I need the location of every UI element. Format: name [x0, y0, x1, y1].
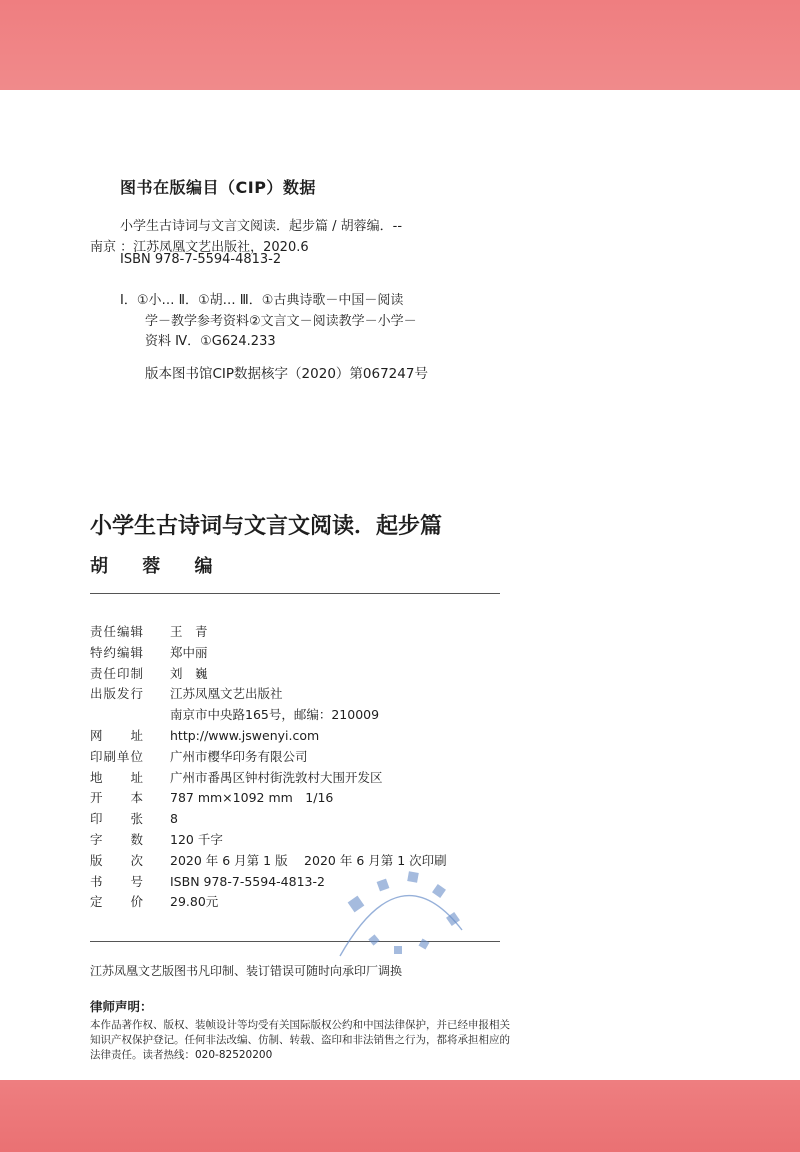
publisher-name: 江苏凤凰文艺出版社	[170, 686, 283, 702]
info-label: 版 次	[90, 852, 145, 868]
info-row	[90, 851, 520, 872]
info-label: 定 价	[90, 894, 145, 910]
info-label: 特约编辑	[90, 644, 145, 660]
info-label: 字 数	[90, 831, 145, 847]
info-label: 开 本	[90, 790, 145, 806]
info-row	[90, 664, 520, 685]
info-value: 787 mm×1092 mm 1/16	[170, 790, 334, 806]
cip-line-3: ISBN 978-7-5594-4813-2	[120, 252, 282, 267]
info-label: 书 号	[90, 873, 145, 889]
info-row	[90, 747, 520, 768]
lawyer-statement-heading: 律师声明：	[90, 999, 153, 1014]
book-editor: 胡 蓉 编	[90, 556, 227, 577]
info-row	[90, 872, 520, 893]
info-label: 地 址	[90, 769, 145, 785]
info-value: 广州市樱华印务有限公司	[170, 748, 308, 764]
info-value: ISBN 978-7-5594-4813-2	[170, 873, 325, 889]
bottom-color-band	[0, 1080, 800, 1152]
info-row	[90, 830, 520, 851]
cip-heading: 图书在版编目（CIP）数据	[120, 178, 316, 197]
info-row	[90, 643, 520, 664]
divider-bottom	[90, 941, 500, 942]
info-label: 网 址	[90, 727, 145, 743]
info-row	[90, 788, 520, 809]
info-row	[90, 892, 520, 913]
info-value: 广州市番禺区钟村街洗敦村大围开发区	[170, 769, 383, 785]
info-value: 郑中丽	[170, 644, 208, 660]
lawyer-statement-text: 本作品著作权、版权、装帧设计等均受有关国际版权公约和中国法律保护，并已经申报相关知识产权保护登记。任何非法改编、仿制、转载、盗印和非法销售之行为，都将承担相应的法律责任。读者热线：020-82520200	[90, 1019, 510, 1061]
publisher-address: 南京市中央路165号，邮编：210009	[170, 707, 380, 723]
info-value: 8	[170, 811, 178, 827]
info-label: 印刷单位	[90, 748, 145, 764]
info-row	[90, 726, 520, 747]
info-label: 责任编辑	[90, 624, 145, 639]
price-value: 29.80元	[170, 894, 219, 910]
cip-line-5: 学－教学参考资料②文言文－阅读教学－小学－	[145, 314, 417, 329]
info-row	[90, 622, 520, 643]
cip-line-1: 小学生古诗词与文言文阅读．起步篇 / 胡蓉编．--	[120, 219, 403, 234]
website-url: http://www.jswenyi.com	[170, 727, 320, 743]
cip-line-4: Ⅰ．①小… Ⅱ．①胡… Ⅲ．①古典诗歌－中国－阅读	[120, 293, 404, 308]
cip-line-6: 资料 Ⅳ．①G624.233	[145, 334, 276, 349]
info-row	[90, 768, 520, 789]
info-value: 2020 年 6 月第 1 版 2020 年 6 月第 1 次印刷	[170, 852, 447, 868]
info-row	[90, 684, 520, 726]
cip-line-2: 南京 ：江苏凤凰文艺出版社，2020.6	[90, 240, 309, 255]
info-label: 印 张	[90, 811, 145, 827]
info-value	[170, 684, 520, 726]
info-label: 责任印制	[90, 665, 145, 681]
cip-record-number: 版本图书馆CIP数据核字（2020）第067247号	[145, 366, 428, 382]
info-value: 王 青	[170, 624, 208, 639]
info-value: 120 千字	[170, 831, 223, 847]
publication-info	[90, 622, 520, 913]
info-row	[90, 809, 520, 830]
info-label: 出版发行	[90, 686, 145, 702]
info-value: 刘 巍	[170, 665, 208, 681]
print-defect-note: 江苏凤凰文艺版图书凡印制、装订错误可随时向承印厂调换	[90, 964, 403, 978]
divider-top	[90, 593, 500, 594]
book-title: 小学生古诗词与文言文阅读．起步篇	[90, 514, 443, 539]
